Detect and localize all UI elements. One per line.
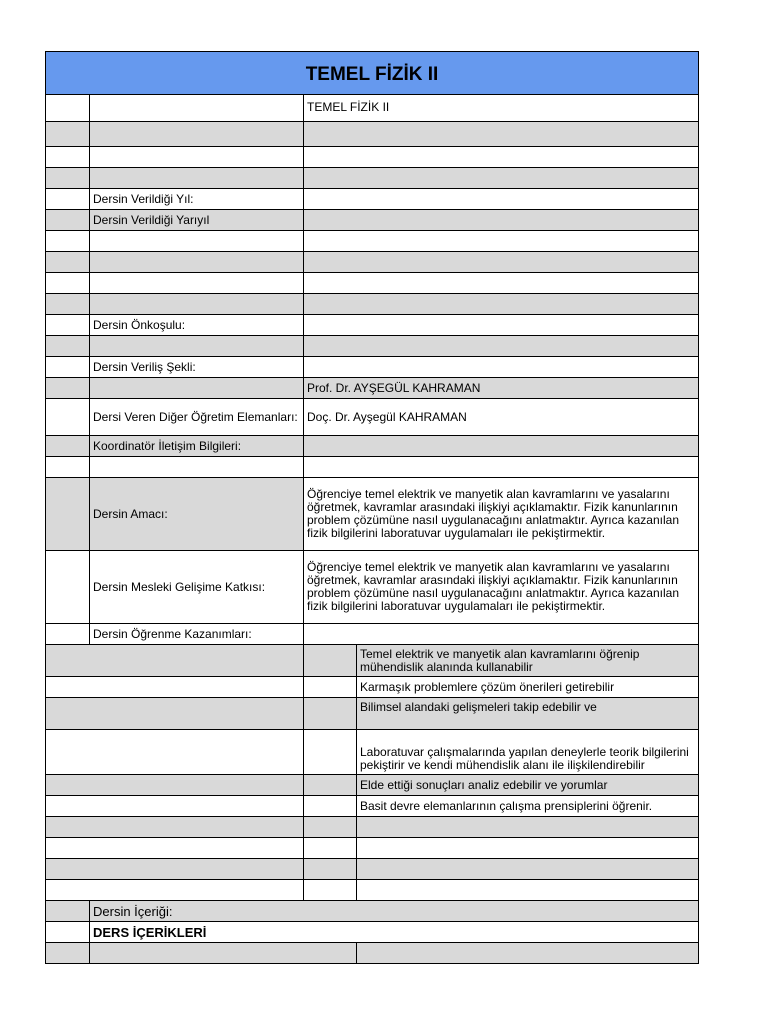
outcome-item[interactable]: Basit devre elemanlarının çalışma prensiplerini öğrenir. bbox=[357, 796, 699, 817]
table-row bbox=[46, 478, 699, 551]
outcome-item[interactable]: Temel elektrik ve manyetik alan kavramlarını öğrenip mühendislik alanında kullanabilir bbox=[357, 645, 699, 677]
table-row bbox=[46, 189, 699, 210]
semester-label: Dersin Verildiği Yarıyıl bbox=[90, 210, 304, 231]
learning-outcomes-label: Dersin Öğrenme Kazanımları: bbox=[90, 624, 304, 645]
table-row bbox=[46, 378, 699, 399]
outcome-row bbox=[46, 817, 699, 838]
professional-contribution-value[interactable]: Öğrenciye temel elektrik ve manyetik alan kavramlarını ve yasalarını öğretmek, kavramlar arasındaki ilişkiyi açıklamaktır. Fizik kanunlarının problem çözümüne nasıl uygulanacağını anlatmaktır. Ayrıca kazanılan fizik bilgilerini laboratuvar uygulamaları ile pekiştirmektir. bbox=[304, 551, 699, 624]
table-row bbox=[46, 901, 699, 922]
table-row bbox=[46, 252, 699, 273]
outcome-row bbox=[46, 730, 699, 775]
table-row bbox=[46, 436, 699, 457]
table-row bbox=[46, 922, 699, 943]
table-row bbox=[46, 336, 699, 357]
outcome-row bbox=[46, 859, 699, 880]
professional-contribution-label: Dersin Mesleki Gelişime Katkısı: bbox=[90, 551, 304, 624]
table-row bbox=[46, 315, 699, 336]
title-row bbox=[46, 52, 699, 95]
outcome-row bbox=[46, 698, 699, 730]
table-row bbox=[46, 147, 699, 168]
table-row bbox=[46, 273, 699, 294]
table-row bbox=[46, 943, 699, 964]
course-name-cell[interactable]: TEMEL FİZİK II bbox=[304, 95, 699, 122]
table-row bbox=[46, 294, 699, 315]
table-row bbox=[46, 210, 699, 231]
table-row bbox=[46, 95, 699, 122]
outcome-item[interactable]: Laboratuvar çalışmalarında yapılan deneylerle teorik bilgilerini pekiştirir ve kendi mühendislik alanı ile ilişkilendirebilir bbox=[357, 730, 699, 775]
outcome-row bbox=[46, 775, 699, 796]
instructor-value[interactable]: Prof. Dr. AYŞEGÜL KAHRAMAN bbox=[304, 378, 699, 399]
year-label: Dersin Verildiği Yıl: bbox=[90, 189, 304, 210]
table-row bbox=[46, 357, 699, 378]
outcome-row bbox=[46, 838, 699, 859]
other-instructors-label: Dersi Veren Diğer Öğretim Elemanları: bbox=[90, 399, 304, 436]
outcome-row bbox=[46, 677, 699, 698]
content-header: DERS İÇERİKLERİ bbox=[90, 922, 699, 943]
prerequisite-value[interactable] bbox=[304, 315, 699, 336]
outcome-row bbox=[46, 645, 699, 677]
coordinator-contact-label: Koordinatör İletişim Bilgileri: bbox=[90, 436, 304, 457]
delivery-label: Dersin Veriliş Şekli: bbox=[90, 357, 304, 378]
table-row bbox=[46, 168, 699, 189]
table-row bbox=[46, 399, 699, 436]
semester-value[interactable] bbox=[304, 210, 699, 231]
table-row bbox=[46, 624, 699, 645]
year-value[interactable] bbox=[304, 189, 699, 210]
table-row bbox=[46, 231, 699, 252]
coordinator-contact-value[interactable] bbox=[304, 436, 699, 457]
aim-value[interactable]: Öğrenciye temel elektrik ve manyetik alan kavramlarını ve yasalarını öğretmek, kavramlar arasındaki ilişkiyi açıklamaktır. Fizik kanunlarının problem çözümüne nasıl uygulanacağını anlatmaktır. Ayrıca kazanılan fizik bilgilerini laboratuvar uygulamaları ile pekiştirmektir. bbox=[304, 478, 699, 551]
course-info-table bbox=[45, 51, 699, 964]
content-label: Dersin İçeriği: bbox=[90, 901, 699, 922]
table-row bbox=[46, 457, 699, 478]
other-instructor-value[interactable]: Doç. Dr. Ayşegül KAHRAMAN bbox=[304, 399, 699, 436]
table-row bbox=[46, 551, 699, 624]
outcome-row bbox=[46, 796, 699, 817]
aim-label: Dersin Amacı: bbox=[90, 478, 304, 551]
table-row bbox=[46, 122, 699, 147]
prerequisite-label: Dersin Önkoşulu: bbox=[90, 315, 304, 336]
outcome-item[interactable]: Elde ettiği sonuçları analiz edebilir ve yorumlar bbox=[357, 775, 699, 796]
outcome-row bbox=[46, 880, 699, 901]
delivery-value[interactable] bbox=[304, 357, 699, 378]
page-title: TEMEL FİZİK II bbox=[46, 52, 699, 95]
outcome-item[interactable]: Bilimsel alandaki gelişmeleri takip edebilir ve bbox=[357, 698, 699, 730]
outcome-item[interactable]: Karmaşık problemlere çözüm önerileri getirebilir bbox=[357, 677, 699, 698]
course-info-sheet bbox=[45, 51, 698, 964]
